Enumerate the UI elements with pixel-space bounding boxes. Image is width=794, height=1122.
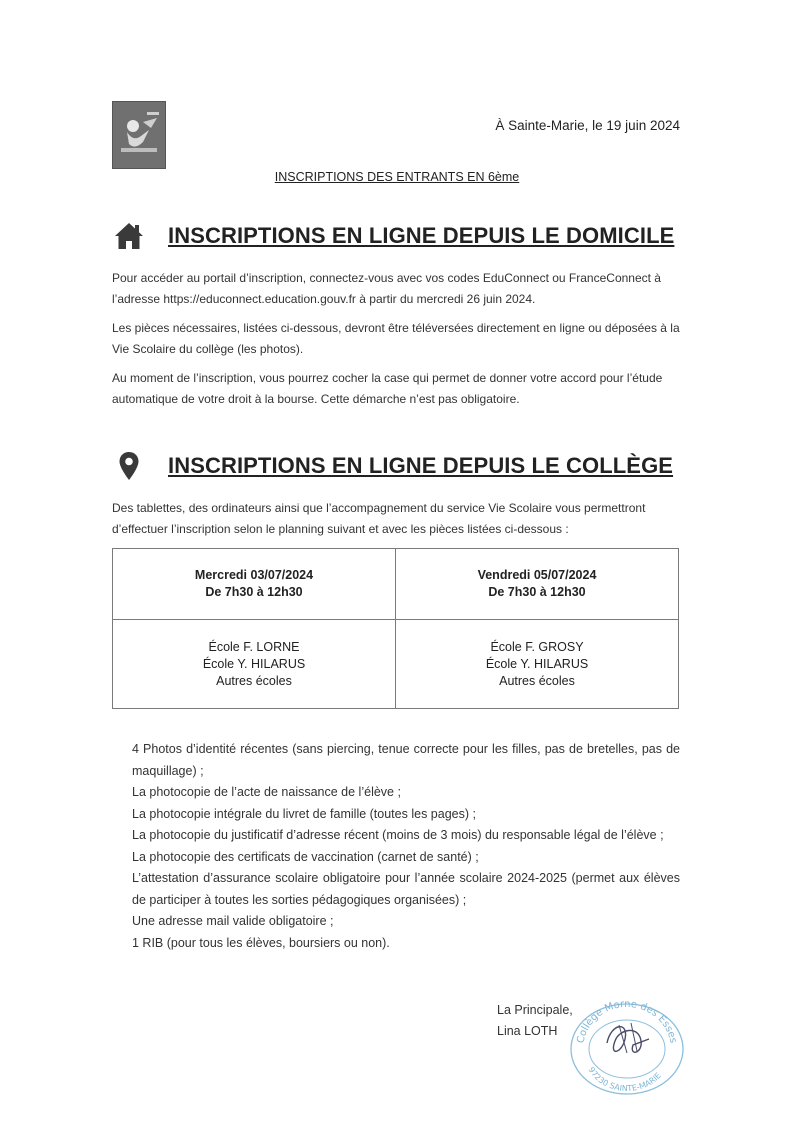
planning-table (112, 548, 679, 709)
planning-day-2-schools (396, 620, 679, 709)
svg-text:Collège Morne des Esses (575, 999, 678, 1044)
planning-day-1 (113, 549, 396, 620)
list-item: 1 RIB (pour tous les élèves, boursiers ou non). (132, 935, 390, 950)
section-college-title: INSCRIPTIONS EN LIGNE DEPUIS LE COLLÈGE (168, 453, 674, 478)
signatory-name: Lina LOTH (497, 1024, 558, 1038)
list-item: L’attestation d’assurance scolaire obligatoire pour l’année scolaire 2024-2025 (permet aux élèves de participer à toutes les sorties pédagogiques organisées) ; (132, 871, 680, 907)
section-college-heading (112, 451, 673, 481)
home-paragraph-3: Au moment de l’inscription, vous pourrez cocher la case qui permet de donner votre accord pour l’étude automatique de votre droit à la bourse. Cette démarche n’est pas obligatoire. (112, 371, 663, 406)
section-home-title: INSCRIPTIONS EN LIGNE DEPUIS LE DOMICILE (168, 223, 675, 248)
school-name: École Y. HILARUS (202, 656, 306, 671)
place-date: À Sainte-Marie, le 19 juin 2024 (495, 118, 680, 133)
planning-header-row (113, 549, 679, 620)
home-icon (112, 221, 146, 251)
list-item: La photocopie des certificats de vaccination (carnet de santé) ; (132, 849, 479, 864)
school-name: École F. GROSY (490, 639, 584, 654)
list-item: Une adresse mail valide obligatoire ; (132, 914, 334, 928)
signature-block (497, 1000, 573, 1042)
stamp-bottom-text: 97230 SAINTE-MARIE (586, 1065, 663, 1094)
planning-day-2 (396, 549, 679, 620)
planning-day-1-date: Mercredi 03/07/2024 (194, 568, 314, 582)
college-intro: Des tablettes, des ordinateurs ainsi que l’accompagnement du service Vie Scolaire vous permettront d’effectuer l’inscription selon le planning suivant et avec les pièces listées ci-dessous : (112, 501, 646, 536)
map-pin-icon (112, 451, 146, 481)
stamp-graphic (567, 995, 687, 1095)
list-item: 4 Photos d’identité récentes (sans piercing, tenue correcte pour les filles, pas de bretelles, pas de maquillage) ; (132, 742, 680, 778)
stamp-top-text: Collège Morne des Esses (575, 998, 679, 1045)
document-subtitle: INSCRIPTIONS DES ENTRANTS EN 6ème (274, 170, 520, 184)
section-home-heading (112, 221, 674, 251)
college-logo (112, 101, 166, 169)
list-item: La photocopie intégrale du livret de famille (toutes les pages) ; (132, 806, 476, 821)
home-paragraph-2: Les pièces nécessaires, listées ci-dessous, devront être téléversées directement en ligne ou déposées à la Vie Scolaire du collège (les photos). (112, 321, 680, 356)
list-item: La photocopie du justificatif d’adresse récent (moins de 3 mois) du responsable légal de l’élève ; (132, 828, 664, 842)
official-stamp (567, 995, 687, 1095)
planning-day-2-hours: De 7h30 à 12h30 (488, 585, 586, 599)
planning-day-2-date: Vendredi 05/07/2024 (477, 568, 597, 582)
school-name: École F. LORNE (208, 639, 300, 654)
school-name: Autres écoles (216, 673, 292, 688)
planning-day-1-hours: De 7h30 à 12h30 (205, 585, 303, 599)
school-name: Autres écoles (499, 673, 575, 688)
planning-schools-row (113, 620, 679, 709)
signatory-role: La Principale, (497, 1003, 573, 1017)
list-item: La photocopie de l’acte de naissance de l’élève ; (132, 785, 401, 799)
planning-day-1-schools (113, 620, 396, 709)
required-documents-list (132, 739, 680, 954)
logo-image (113, 102, 165, 168)
school-name: École Y. HILARUS (485, 656, 589, 671)
home-paragraph-1: Pour accéder au portail d’inscription, connectez-vous avec vos codes EduConnect ou FranceConnect à l’adresse https://educonnect.education.gouv.fr à partir du mercredi 26 juin 2024. (112, 271, 661, 306)
